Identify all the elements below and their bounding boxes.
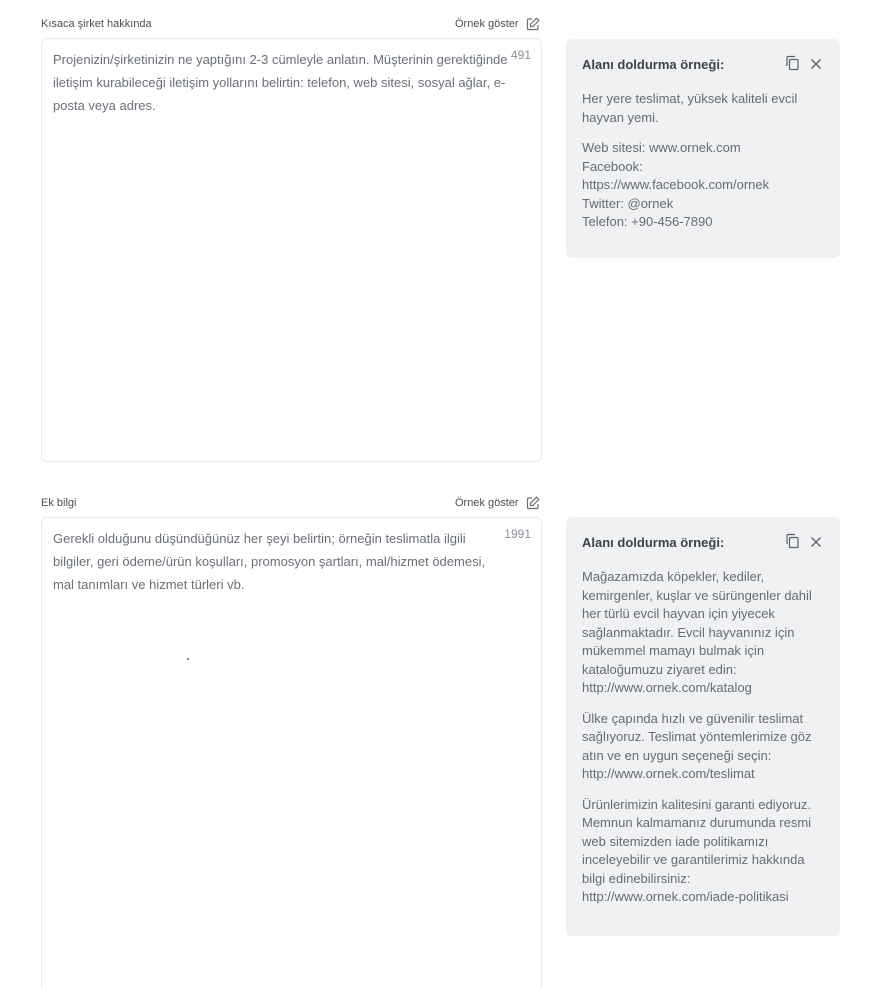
copy-icon[interactable]: [785, 55, 800, 76]
example-card-about: [566, 39, 840, 258]
extra-info-textarea-placeholder: Gerekli olduğunu düşündüğünüz her şeyi belirtin; örneğin teslimatla ilgili bilgiler, geri ödeme/ürün koşulları, promosyon şartları, mal/hizmet ödemesi, mal tanımları ve hizmet türleri vb.: [53, 531, 486, 592]
about-textarea-placeholder: Projenizin/şirketinizin ne yaptığını 2-3 cümleyle anlatın. Müşterinin gerektiğinde iletişim kurabileceği iletişim yollarını belirtin: telefon, web sitesi, sosyal ağlar, e-posta veya adres.: [53, 52, 508, 113]
example-card-actions: [785, 55, 822, 76]
extra-info-char-counter: 1991: [504, 527, 531, 541]
close-icon[interactable]: [810, 535, 822, 553]
field-label-extra: Ek bilgi: [41, 497, 77, 509]
example-card-title: Alanı doldurma örneği:: [582, 535, 725, 550]
example-card-actions: [785, 533, 822, 554]
show-example-button-about[interactable]: [455, 17, 540, 31]
about-textarea[interactable]: [41, 38, 542, 462]
edit-icon: [526, 17, 540, 31]
extra-info-textarea[interactable]: [41, 517, 542, 988]
about-char-counter: 491: [510, 48, 531, 62]
example-card-extra: [566, 517, 840, 936]
edit-icon: [526, 496, 540, 510]
close-icon[interactable]: [810, 57, 822, 75]
example-card-title: Alanı doldurma örneği:: [582, 57, 725, 72]
copy-icon[interactable]: [785, 533, 800, 554]
example-paragraph: Her yere teslimat, yüksek kaliteli evcil hayvan yemi.: [582, 91, 798, 125]
show-example-label: Örnek göster: [455, 18, 519, 30]
text-cursor: [187, 658, 189, 660]
example-paragraph: Web sitesi: www.ornek.com Facebook: https://www.facebook.com/ornek Twitter: @ornek Telefon: +90-456-7890: [582, 140, 770, 229]
example-paragraph: Ürünlerimizin kalitesini garanti ediyoruz. Memnun kalmamanız durumunda resmi web sitemizden iade politikamızı inceleyebilir ve garantilerimiz hakkında bilgi edinebilirsiniz: http://www.ornek.com/iade-politikasi: [582, 796, 812, 904]
example-paragraph: Mağazamızda köpekler, kediler, kemirgenler, kuşlar ve sürüngenler dahil her türlü evcil hayvan için yiyecek sağlanmaktadır. Evcil hayvanınız için mükemmel mamayı bulmak için kataloğumuzu ziyaret edin: http://www.ornek.com/katalog: [582, 569, 812, 695]
show-example-label: Örnek göster: [455, 497, 519, 509]
example-paragraph: Ülke çapında hızlı ve güvenilir teslimat sağlıyoruz. Teslimat yöntemlerimize göz atın ve en uygun seçeneği seçin: http://www.ornek.com/teslimat: [582, 710, 812, 781]
field-label-about: Kısaca şirket hakkında: [41, 18, 152, 30]
show-example-button-extra[interactable]: [455, 496, 540, 510]
